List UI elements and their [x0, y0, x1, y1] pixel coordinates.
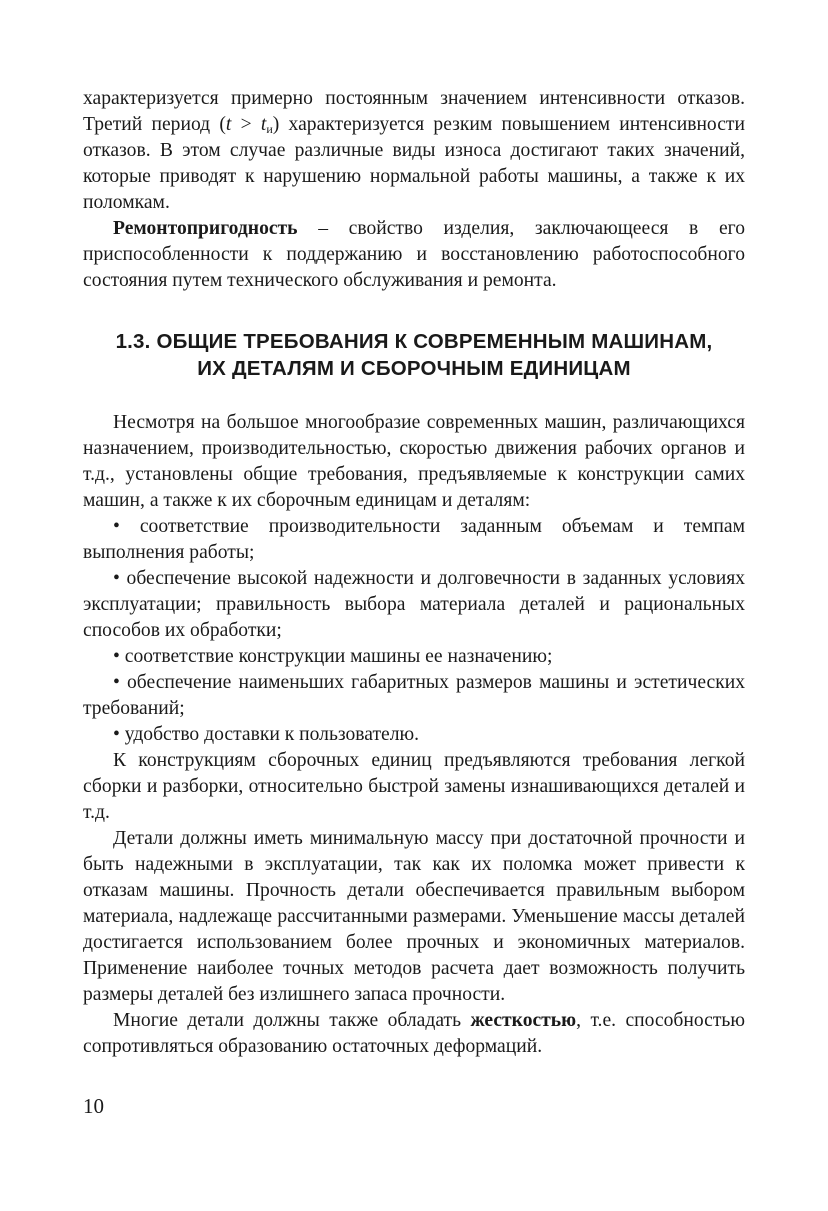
math-variable: t — [225, 114, 232, 135]
term-bold: жесткостью — [470, 1010, 577, 1031]
math-variable: t — [260, 114, 267, 135]
paragraph-intro: Несмотря на большое многообразие современных машин, различающихся назначением, производительностью, скоростью движения рабочих органов и т.д., установлены общие требования, предъявляемые к конструкции самих машин, а также к их сборочным единицам и деталям: — [83, 412, 745, 511]
math-subscript: и — [266, 122, 273, 136]
text-fragment: ) характеризуется резким повышением интенсивности отказов. В этом случае различные виды износа достигают таких значений, которые приводят к нарушению нормальной работы машины, а также к их поломкам. — [83, 114, 745, 213]
page-number: 10 — [83, 1094, 104, 1118]
bullet-item: • соответствие конструкции машины ее назначению; — [113, 646, 553, 667]
term-bold: Ремонтопригодность — [113, 218, 298, 239]
paragraph-details: Детали должны иметь минимальную массу при достаточной прочности и быть надежными в эксплуатации, так как их поломка может привести к отказам машины. Прочность детали обеспечивается правильным выбором материала, надлежаще рассчитанными размерами. Уменьшение массы деталей достигается использованием более прочных и экономичных материалов. Применение наиболее точных методов расчета дает возможность получить размеры деталей без излишнего запаса прочности. — [83, 828, 745, 1005]
bullet-item: • обеспечение наименьших габаритных размеров машины и эстетических требований; — [83, 672, 745, 719]
heading-line: 1.3. ОБЩИЕ ТРЕБОВАНИЯ К СОВРЕМЕННЫМ МАШИНАМ, — [115, 330, 713, 353]
bullet-item: • соответствие производительности заданным объемам и темпам выполнения работы; — [83, 516, 745, 563]
text-fragment: характеризуется примерно постоянным значением интенсивности отказов. Третий период ( — [83, 88, 745, 135]
bullet-item: • обеспечение высокой надежности и долговечности в заданных условиях эксплуатации; правильность выбора материала деталей и рациональных способов их обработки; — [83, 568, 745, 641]
text-fragment: Многие детали должны также обладать — [113, 1010, 471, 1031]
paragraph-failure-periods — [83, 86, 745, 216]
paragraph-stiffness — [83, 1008, 745, 1060]
text-fragment: – свойство изделия, заключающееся в его приспособленности к поддержанию и восстановлению работоспособного состояния путем технического обслуживания и ремонта. — [83, 218, 745, 291]
page-body — [83, 86, 745, 1060]
heading-line: ИХ ДЕТАЛЯМ И СБОРОЧНЫМ ЕДИНИЦАМ — [197, 357, 631, 380]
section-heading — [83, 328, 745, 382]
paragraph-assembly: К конструкциям сборочных единиц предъявляются требования легкой сборки и разборки, относительно быстрой замены изнашивающихся деталей и т.д. — [83, 750, 745, 823]
math-operator: > — [231, 114, 261, 135]
paragraph-maintainability — [83, 216, 745, 294]
bullet-item: • удобство доставки к пользователю. — [113, 724, 420, 745]
text-fragment: , т.е. способностью сопротивляться образованию остаточных деформаций. — [83, 1010, 745, 1057]
